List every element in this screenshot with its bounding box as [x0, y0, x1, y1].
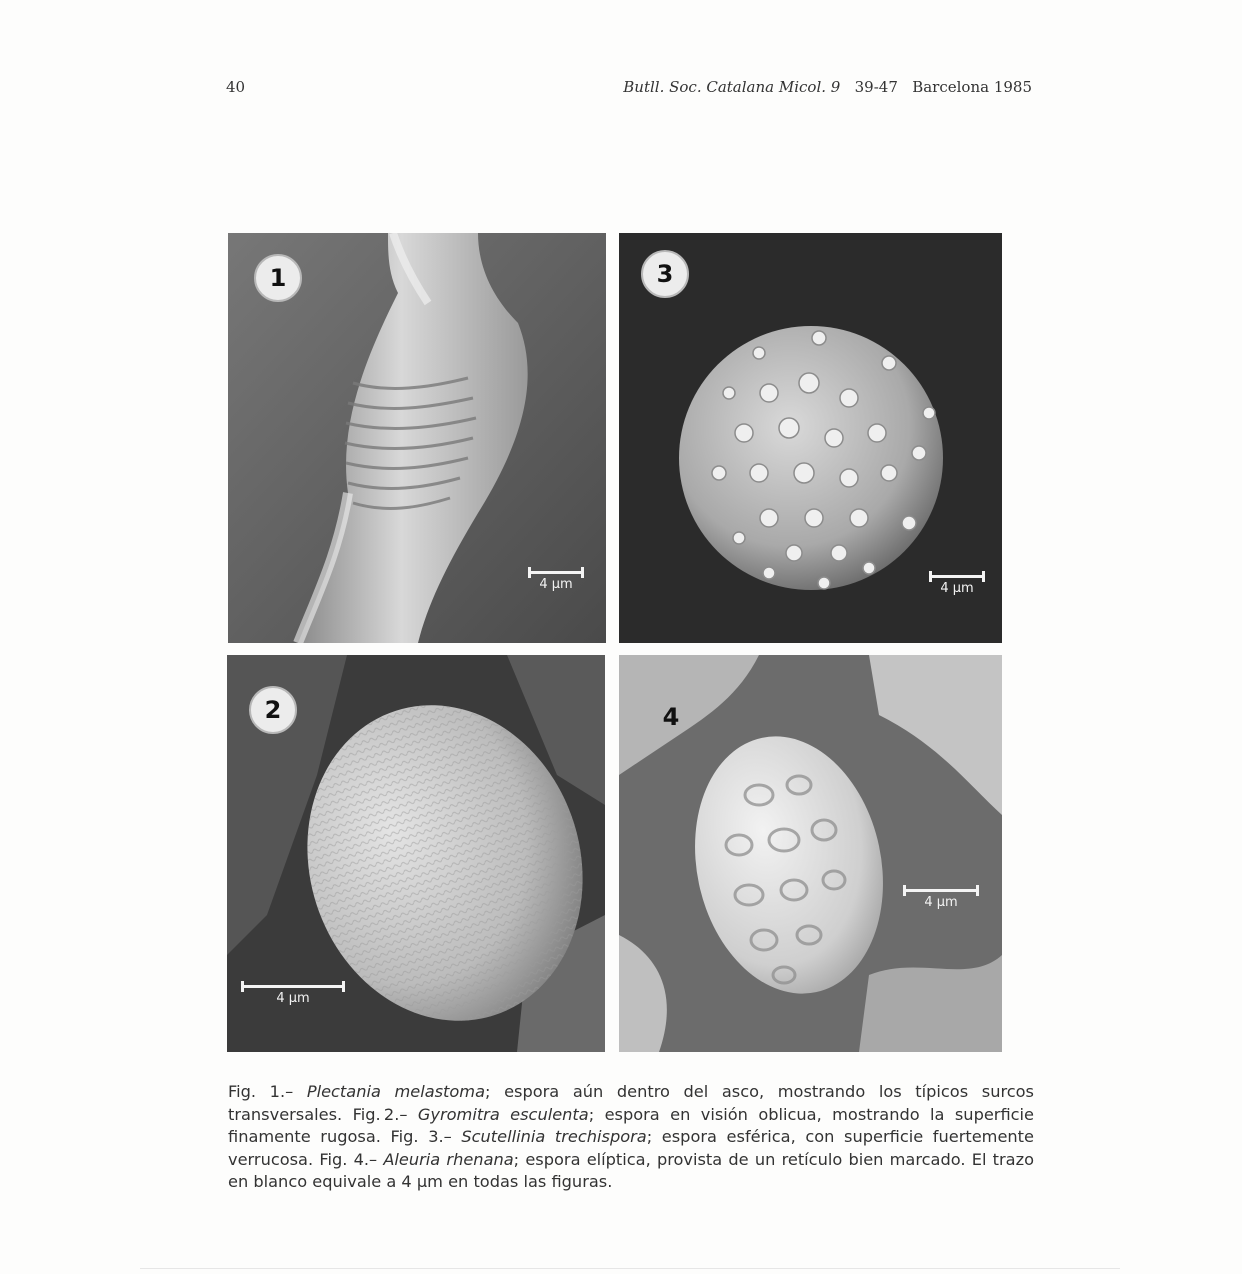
- scale-bar-line: [241, 985, 345, 988]
- figure-3-scale-bar: [929, 575, 985, 596]
- figure-1-scale-bar: [528, 571, 584, 592]
- figure-4-label: 4: [662, 703, 680, 731]
- caption-fig3-text: ; espora esférica, con superficie fuertemente verrucosa.: [228, 1127, 1034, 1169]
- figure-3-micrograph: [619, 233, 1002, 643]
- figure-1-label: 1: [254, 254, 302, 302]
- caption-paragraph: [228, 1081, 1034, 1194]
- caption-fig1-prefix: Fig. 1.–: [228, 1082, 307, 1101]
- caption-fig2-species: Gyromitra esculenta: [417, 1104, 589, 1124]
- journal-title: Butll. Soc. Catalana Micol. 9: [623, 78, 841, 96]
- scale-bar-line: [528, 571, 584, 574]
- caption-fig3-prefix: Fig. 3.–: [390, 1127, 462, 1146]
- figure-2-micrograph: [227, 655, 605, 1052]
- place-year: Barcelona 1985: [912, 78, 1032, 96]
- caption-closing: El trazo en blanco equivale a 4 µm en todas las figuras.: [228, 1149, 1034, 1191]
- figure-4-scale-bar: [903, 889, 979, 910]
- figure-2-scale-label: 4 µm: [276, 991, 310, 1006]
- scale-bar-line: [929, 575, 985, 578]
- figure-3-scale-label: 4 µm: [940, 581, 974, 596]
- caption-fig2-text: ; espora en visión oblicua, mostrando la superficie finamente rugosa.: [228, 1104, 1035, 1146]
- caption-fig1-text: ; espora aún dentro del asco, mostrando los típicos surcos transversales.: [228, 1082, 1034, 1124]
- pages-range: 39-47: [854, 78, 898, 96]
- page-bottom-edge: [140, 1268, 1120, 1269]
- caption-fig2-prefix: Fig. 2.–: [352, 1104, 418, 1124]
- caption-fig4-text: ; espora elíptica, provista de un retículo bien marcado.: [513, 1149, 972, 1169]
- caption-fig4-prefix: Fig. 4.–: [319, 1149, 384, 1169]
- running-header: [226, 78, 1032, 100]
- scale-bar-line: [903, 889, 979, 892]
- journal-citation: [623, 78, 1032, 96]
- caption-fig3-species: Scutellinia trechispora: [461, 1127, 647, 1146]
- figure-3-label: 3: [641, 250, 689, 298]
- figure-caption: [228, 1081, 1034, 1194]
- caption-fig4-species: Aleuria rhenana: [383, 1149, 514, 1169]
- figure-4-scale-label: 4 µm: [924, 895, 958, 910]
- figure-4-micrograph: [619, 655, 1002, 1052]
- figure-1-micrograph: [228, 233, 606, 643]
- caption-fig1-species: Plectania melastoma: [306, 1082, 485, 1101]
- figure-2-label: 2: [249, 686, 297, 734]
- page-number: 40: [226, 78, 246, 96]
- figure-1-scale-label: 4 µm: [539, 577, 573, 592]
- figure-2-scale-bar: [241, 985, 345, 1006]
